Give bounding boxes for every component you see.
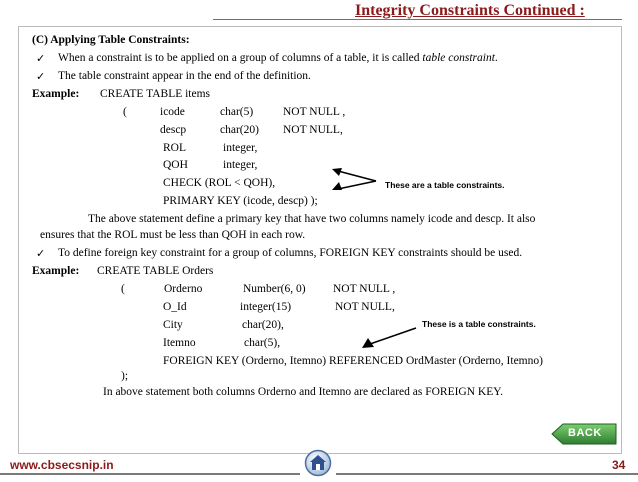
- open-paren: (: [121, 283, 125, 295]
- footer-rule-right: [336, 473, 638, 475]
- column-name: QOH: [163, 159, 188, 171]
- column-type: Number(6, 0): [243, 283, 306, 295]
- example-label: Example:: [32, 265, 80, 277]
- foreign-key-constraint: FOREIGN KEY (Orderno, Itemno) REFERENCED OrdMaster (Orderno, Itemno): [163, 355, 543, 367]
- explanation-line: ensures that the ROL must be less than QOH in each row.: [40, 229, 306, 241]
- column-name: O_Id: [163, 301, 187, 313]
- column-type: integer,: [223, 142, 258, 154]
- column-type: integer,: [223, 159, 258, 171]
- footer-rule-left: [0, 473, 300, 475]
- column-name: ROL: [163, 142, 186, 154]
- column-type: char(5): [220, 106, 254, 118]
- create-table-statement: CREATE TABLE items: [100, 88, 211, 100]
- section-heading: (C) Applying Table Constraints:: [32, 34, 190, 46]
- annotation-note: These is a table constraints.: [422, 319, 536, 329]
- footer-url[interactable]: www.cbsecsnip.in: [10, 458, 114, 472]
- column-name: descp: [160, 124, 187, 136]
- arrow-icon: [330, 165, 378, 191]
- back-button-label: BACK: [568, 427, 602, 439]
- column-name: icode: [160, 106, 185, 118]
- column-constraint: NOT NULL,: [283, 124, 343, 136]
- check-bullet-icon: ✓: [36, 247, 46, 260]
- column-name: Itemno: [163, 337, 196, 349]
- check-constraint: CHECK (ROL < QOH),: [163, 177, 276, 189]
- bullet-3: To define foreign key constraint for a group of columns, FOREIGN KEY constraints should be used.: [58, 247, 523, 259]
- primary-key-constraint: PRIMARY KEY (icode, descp) );: [163, 195, 318, 207]
- bullet-2: The table constraint appear in the end of the definition.: [58, 70, 311, 82]
- column-type: char(5),: [244, 337, 281, 349]
- arrow-icon: [360, 326, 418, 350]
- page-number: 34: [612, 458, 626, 472]
- check-bullet-icon: ✓: [36, 70, 46, 83]
- column-constraint: NOT NULL,: [335, 301, 395, 313]
- column-name: City: [163, 319, 183, 331]
- home-icon: [304, 449, 332, 477]
- back-button[interactable]: [551, 423, 617, 445]
- home-button[interactable]: [304, 449, 332, 477]
- column-type: char(20),: [242, 319, 284, 331]
- create-table-statement: CREATE TABLE Orders: [97, 265, 214, 277]
- column-type: char(20): [220, 124, 259, 136]
- example-label: Example:: [32, 88, 80, 100]
- column-type: integer(15): [240, 301, 292, 313]
- annotation-note: These are a table constraints.: [385, 180, 505, 190]
- explanation-line: In above statement both columns Orderno and Itemno are declared as FOREIGN KEY.: [103, 386, 503, 398]
- column-constraint: NOT NULL ,: [283, 106, 346, 118]
- open-paren: (: [123, 106, 127, 118]
- column-constraint: NOT NULL ,: [333, 283, 396, 295]
- slide-title: Integrity Constraints Continued :: [355, 2, 585, 19]
- close-paren: );: [121, 370, 129, 382]
- column-name: Orderno: [164, 283, 203, 295]
- explanation-line: The above statement define a primary key that have two columns namely icode and descp. It also: [88, 213, 536, 225]
- check-bullet-icon: ✓: [36, 52, 46, 65]
- bullet-1: When a constraint is to be applied on a group of columns of a table, it is called table constraint.: [58, 52, 498, 64]
